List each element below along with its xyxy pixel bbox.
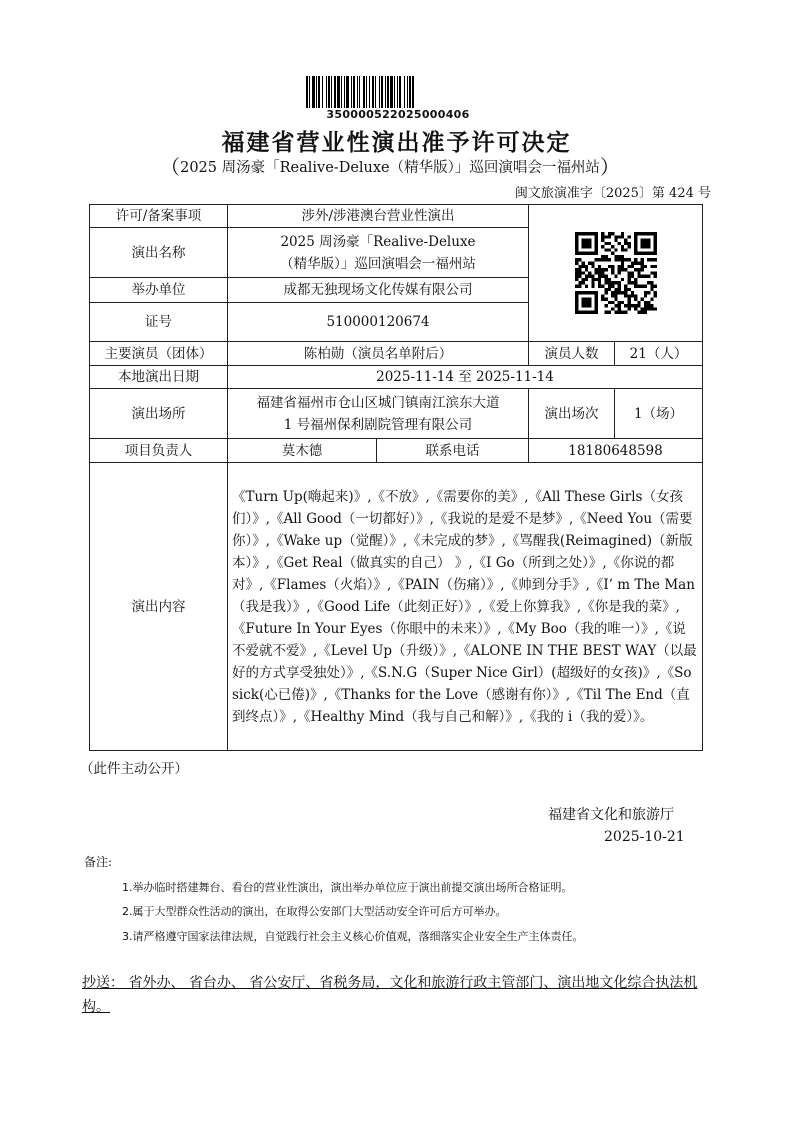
table-row bbox=[90, 342, 703, 366]
license-label: 证号 bbox=[90, 303, 228, 342]
table-row bbox=[90, 439, 703, 463]
subtitle-open-paren: （ bbox=[160, 155, 181, 179]
main-performer-value: 陈柏勋（演员名单附后） bbox=[228, 342, 529, 366]
document-title: 福建省营业性演出准予许可决定 bbox=[221, 130, 572, 156]
note-item: 3.请严格遵守国家法律法规，自觉践行社会主义核心价值观，落细落实企业安全生产主体责任。 bbox=[122, 930, 584, 943]
subtitle-close-paren: ） bbox=[599, 155, 620, 179]
venue-label: 演出场所 bbox=[90, 389, 228, 439]
venue-line1: 福建省福州市仓山区城门镇南江滨东大道 bbox=[256, 394, 500, 411]
barcode-number: 350000522025000406 bbox=[326, 108, 470, 121]
show-name-line2: （精华版）」巡回演唱会一福州站 bbox=[280, 255, 476, 272]
phone-label: 联系电话 bbox=[377, 439, 529, 463]
permit-type-value: 涉外/涉港澳台营业性演出 bbox=[228, 205, 529, 228]
qr-code-image bbox=[575, 232, 657, 314]
table-row bbox=[90, 366, 703, 389]
content-value: 《Turn Up(嗨起来)》,《不放》,《需要你的美》,《All These Girls（女孩们）》,《All Good（一切都好）》,《我说的是爱不是梦》,《Need You（需要你）》,《Wake up（觉醒）》,《未完成的梦》,《骂醒我(Reimagined)（新版本）》,《Get Real（做真实的自己） 》,《I Go（所到之处）》,《你说的都对》,《Flames（火焰）》,《PAIN（伤痛）》,《帅到分手》,《I’ m The Man（我是我）》,《Good Life（此刻正好）》,《爱上你算我》,《你是我的菜》,《Future In Your Eyes（你眼中的未来）》,《My Boo（我的唯一）》,《说不爱就不爱》,《Level Up（升级）》,《ALONE IN THE BEST WAY（以最好的方式享受独处）》,《S.N.G（Super Nice Girl）(超级好的女孩)》,《So sick(心已倦)》,《Thanks for the Love（感谢有你）》,《Til The End（直到终点）》,《Healthy Mind（我与自己和解）》,《我的 i（我的爱）》。 bbox=[228, 463, 703, 751]
barcode-image bbox=[306, 76, 490, 108]
notes-title: 备注: bbox=[84, 855, 113, 869]
subtitle-text: 2025 周汤豪「Realive-Deluxe（精华版）」巡回演唱会一福州站 bbox=[180, 160, 600, 176]
show-name-label: 演出名称 bbox=[90, 228, 228, 278]
issue-date: 2025-10-21 bbox=[604, 829, 685, 845]
organizer-value: 成都无独现场文化传媒有限公司 bbox=[228, 278, 529, 303]
dates-label: 本地演出日期 bbox=[90, 366, 228, 389]
show-name-line1: 2025 周汤豪「Realive-Deluxe bbox=[280, 233, 476, 250]
venue-value bbox=[228, 389, 529, 439]
manager-label: 项目负责人 bbox=[90, 439, 228, 463]
venue-line2: 1 号福州保利剧院管理有限公司 bbox=[283, 416, 473, 433]
content-label: 演出内容 bbox=[90, 463, 228, 751]
cc-list: 抄送： 省外办、 省台办、 省公安厅、省税务局，文化和旅游行政主管部门、演出地文化综合执法机构。 bbox=[82, 975, 698, 1015]
qr-code-cell bbox=[529, 205, 703, 342]
performer-count-label: 演员人数 bbox=[529, 342, 615, 366]
document-subtitle bbox=[150, 151, 630, 180]
permit-form-table bbox=[89, 204, 703, 751]
license-value: 510000120674 bbox=[228, 303, 529, 342]
document-number: 闽文旅演准字〔2025〕第 424 号 bbox=[514, 186, 711, 201]
main-performer-label: 主要演员（团体） bbox=[90, 342, 228, 366]
phone-value: 18180648598 bbox=[529, 439, 703, 463]
note-item: 2.属于大型群众性活动的演出，在取得公安部门大型活动安全许可后方可举办。 bbox=[122, 905, 507, 918]
issuer-name: 福建省文化和旅游厅 bbox=[548, 807, 674, 823]
permit-type-label: 许可/备案事项 bbox=[90, 205, 228, 228]
public-disclosure-note: （此件主动公开） bbox=[80, 761, 188, 777]
dates-value: 2025-11-14 至 2025-11-14 bbox=[228, 366, 703, 389]
table-row bbox=[90, 389, 703, 439]
sessions-label: 演出场次 bbox=[529, 389, 615, 439]
organizer-label: 举办单位 bbox=[90, 278, 228, 303]
table-row bbox=[90, 205, 703, 228]
manager-value: 莫木德 bbox=[228, 439, 377, 463]
note-item: 1.举办临时搭建舞台、看台的营业性演出，演出举办单位应于演出前提交演出场所合格证明。 bbox=[122, 881, 573, 894]
performer-count-value: 21（人） bbox=[615, 342, 703, 366]
sessions-value: 1（场） bbox=[615, 389, 703, 439]
show-name-value bbox=[228, 228, 529, 278]
table-row bbox=[90, 463, 703, 751]
